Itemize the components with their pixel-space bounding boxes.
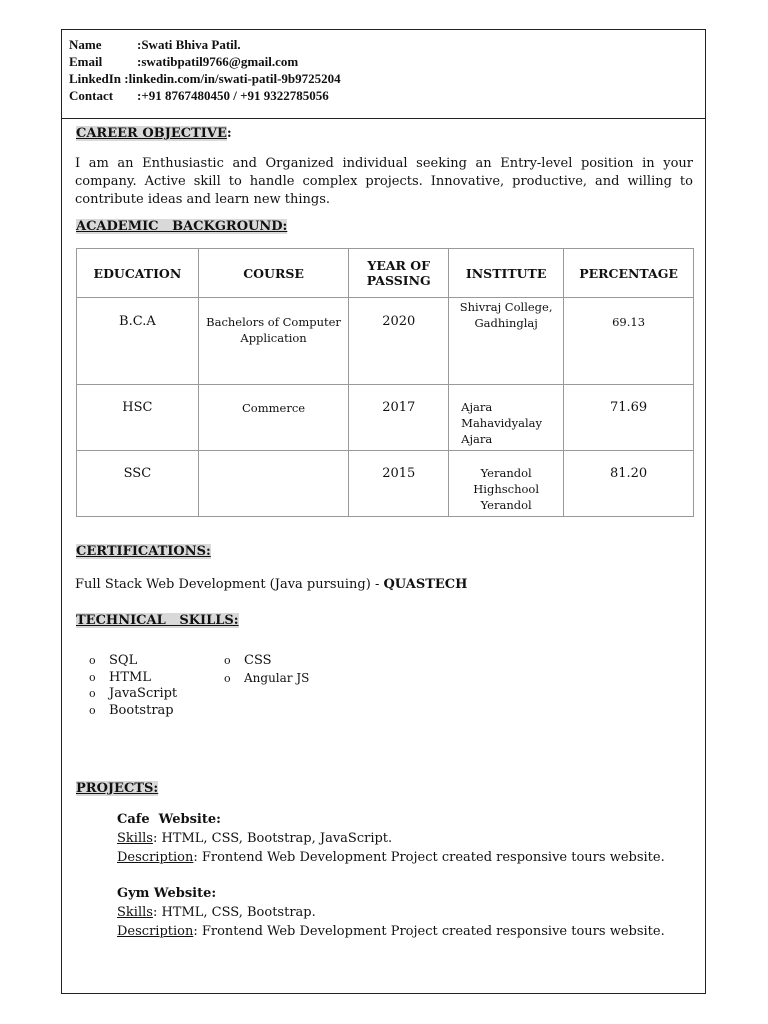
linkedin-label: LinkedIn bbox=[69, 71, 122, 86]
skills-label: Skills bbox=[117, 905, 153, 920]
career-objective-text: I am an Enthusiastic and Organized individual seeking an Entry-level position in your company. Active skill to handle complex projects. Innovative, productive, and willing to contribute ideas and learn new things. bbox=[75, 156, 693, 207]
certification-org: QUASTECH bbox=[383, 577, 468, 592]
bullet-circle-icon: o bbox=[89, 687, 96, 700]
list-item bbox=[89, 703, 177, 720]
table-row bbox=[77, 451, 694, 517]
cell-course: Commerce bbox=[198, 385, 349, 451]
table-header-percentage: PERCENTAGE bbox=[564, 249, 694, 298]
project-name: Cafe Website: bbox=[117, 812, 221, 827]
project-item bbox=[117, 810, 665, 867]
list-item bbox=[89, 686, 177, 703]
email-label: Email bbox=[69, 54, 103, 69]
skill-label: JavaScript bbox=[109, 686, 178, 701]
cell-education: B.C.A bbox=[77, 298, 199, 385]
project-skills bbox=[117, 829, 665, 848]
skills-value: : HTML, CSS, Bootstrap. bbox=[152, 905, 316, 920]
bullet-circle-icon: o bbox=[89, 670, 96, 684]
career-objective-title: CAREER OBJECTIVE bbox=[76, 126, 227, 141]
projects-title: PROJECTS: bbox=[76, 781, 159, 796]
linkedin-value[interactable]: :linkedin.com/in/swati-patil-9b9725204 bbox=[124, 71, 341, 86]
table-header-education: EDUCATION bbox=[77, 249, 199, 298]
cell-year: 2017 bbox=[349, 385, 449, 451]
list-item bbox=[89, 670, 177, 687]
name-label: Name bbox=[69, 37, 102, 52]
cell-education: HSC bbox=[77, 385, 199, 451]
contact-row bbox=[69, 87, 329, 104]
linkedin-row bbox=[69, 70, 341, 87]
technical-skills-heading bbox=[76, 613, 239, 628]
table-row bbox=[77, 385, 694, 451]
cell-institute: Ajara Mahavidyalay Ajara bbox=[449, 385, 564, 451]
academic-title: ACADEMIC BACKGROUND: bbox=[76, 219, 288, 234]
certifications-heading bbox=[76, 544, 211, 559]
name-value: :Swati Bhiva Patil. bbox=[137, 37, 241, 52]
cell-year: 2015 bbox=[349, 451, 449, 517]
certification-line bbox=[75, 576, 693, 594]
cell-institute: Yerandol Highschool Yerandol bbox=[449, 451, 564, 517]
project-description bbox=[117, 848, 665, 867]
list-item bbox=[224, 670, 309, 688]
cell-course: Bachelors of Computer Application bbox=[198, 298, 349, 385]
description-label: Description bbox=[117, 924, 194, 939]
cell-education: SSC bbox=[77, 451, 199, 517]
description-value: : Frontend Web Development Project created responsive tours website. bbox=[193, 924, 665, 939]
skill-label: HTML bbox=[109, 669, 151, 685]
skill-label: SQL bbox=[109, 653, 138, 668]
bullet-circle-icon: o bbox=[89, 703, 96, 717]
skill-label: CSS bbox=[244, 653, 272, 668]
bullet-circle-icon: o bbox=[224, 654, 231, 667]
table-header-course: COURSE bbox=[198, 249, 349, 298]
project-description bbox=[117, 922, 665, 941]
cell-year: 2020 bbox=[349, 298, 449, 385]
skills-list-right bbox=[224, 653, 309, 687]
career-objective-suffix: : bbox=[226, 126, 232, 141]
skills-list-left bbox=[89, 653, 177, 719]
academic-table bbox=[76, 248, 694, 517]
contact-value: :+91 8767480450 / +91 9322785056 bbox=[137, 88, 329, 103]
description-value: : Frontend Web Development Project created responsive tours website. bbox=[193, 850, 665, 865]
certification-text: Full Stack Web Development (Java pursuing) - bbox=[75, 577, 384, 592]
cell-percentage: 81.20 bbox=[564, 451, 694, 517]
contact-header bbox=[62, 30, 705, 119]
cell-course bbox=[198, 451, 349, 517]
bullet-circle-icon: o bbox=[224, 671, 231, 685]
skill-label: Bootstrap bbox=[109, 702, 174, 718]
name-row bbox=[69, 36, 241, 53]
cell-institute: Shivraj College, Gadhinglaj bbox=[449, 298, 564, 385]
cell-percentage: 69.13 bbox=[564, 298, 694, 385]
academic-heading bbox=[76, 219, 287, 234]
list-item bbox=[224, 653, 309, 670]
email-row bbox=[69, 53, 298, 70]
table-header-institute: INSTITUTE bbox=[449, 249, 564, 298]
technical-skills-title: TECHNICAL SKILLS: bbox=[76, 613, 239, 628]
skill-label: Angular JS bbox=[244, 670, 310, 685]
project-name: Gym Website: bbox=[117, 886, 217, 901]
project-item bbox=[117, 884, 665, 941]
cell-percentage: 71.69 bbox=[564, 385, 694, 451]
certifications-title: CERTIFICATIONS: bbox=[76, 544, 211, 559]
projects-heading bbox=[76, 781, 158, 796]
description-label: Description bbox=[117, 850, 194, 865]
career-objective-heading bbox=[76, 126, 232, 141]
email-value[interactable]: :swatibpatil9766@gmail.com bbox=[137, 54, 299, 69]
table-header-year-text: YEAR OF PASSING bbox=[366, 258, 431, 288]
contact-label: Contact bbox=[69, 88, 114, 103]
resume-page bbox=[61, 29, 706, 994]
table-header-row bbox=[77, 249, 694, 298]
skills-value: : HTML, CSS, Bootstrap, JavaScript. bbox=[152, 831, 393, 846]
bullet-circle-icon: o bbox=[89, 654, 96, 667]
skills-label: Skills bbox=[117, 831, 153, 846]
project-skills bbox=[117, 903, 665, 922]
list-item bbox=[89, 653, 177, 670]
table-row bbox=[77, 298, 694, 385]
table-header-year bbox=[349, 249, 449, 298]
